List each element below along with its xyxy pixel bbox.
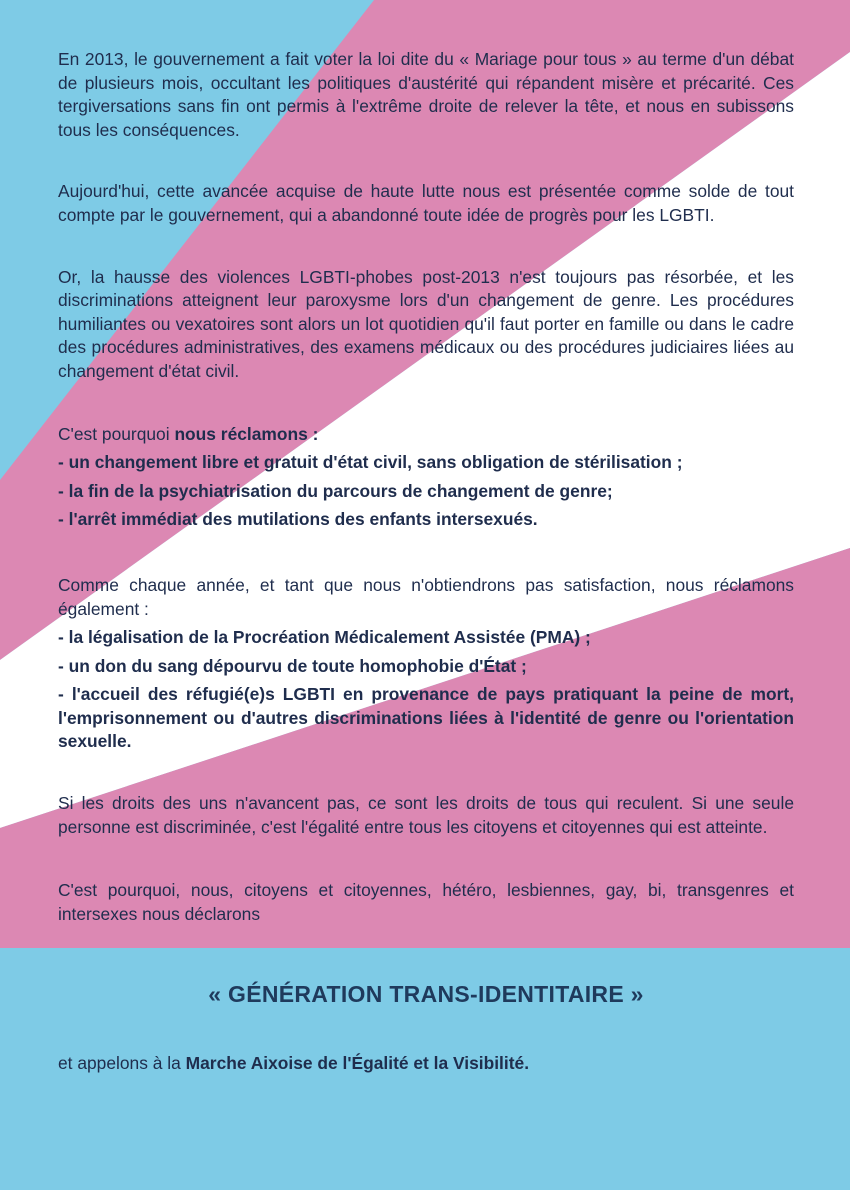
paragraph-droits: Si les droits des uns n'avancent pas, ce sont les droits de tous qui reculent. Si une seule personne est discriminée, c'est l'égalité entre tous les citoyens et citoyennes qui est atteinte. (58, 793, 794, 837)
claim-item: - l'arrêt immédiat des mutilations des enfants intersexués. (58, 509, 538, 530)
claims-list (58, 451, 794, 532)
text-content (58, 48, 794, 1076)
paragraph-chaque-annee: Comme chaque année, et tant que nous n'obtiendrons pas satisfaction, nous réclamons également : (58, 574, 794, 619)
paragraph-mariage: En 2013, le gouvernement a fait voter la loi dite du « Mariage pour tous » au terme d'un débat de plusieurs mois, occultant les politiques d'austérité qui répandent misère et précarité. Ces tergiversations sans fin ont permis à l'extrême droite de relever la tête, et nous en subissons tous les conséquences. (58, 49, 794, 140)
claims-intro-prefix: C'est pourquoi (58, 423, 175, 444)
closing-bold: Marche Aixoise de l'Égalité et la Visibilité. (185, 1053, 530, 1074)
claim-item: - l'accueil des réfugié(e)s LGBTI en provenance de pays pratiquant la peine de mort, l'emprisonnement ou d'autres discriminations liées à l'identité de genre ou l'orientation sexuelle. (58, 684, 794, 752)
paragraph-declaration: C'est pourquoi, nous, citoyens et citoyennes, hétéro, lesbiennes, gay, bi, transgenres et intersexes nous déclarons (58, 880, 794, 924)
claim-item: - un changement libre et gratuit d'état civil, sans obligation de stérilisation ; (58, 452, 683, 473)
claim-item: - la fin de la psychiatrisation du parcours de changement de genre; (58, 480, 613, 501)
headline: « GÉNÉRATION TRANS-IDENTITAIRE » (208, 981, 644, 1008)
claim-item: - un don du sang dépourvu de toute homophobie d'État ; (58, 655, 527, 676)
closing-line (58, 1052, 794, 1076)
claim-item: - la légalisation de la Procréation Médicalement Assistée (PMA) ; (58, 627, 591, 648)
paragraph-violences: Or, la hausse des violences LGBTI-phobes post-2013 n'est toujours pas résorbée, et les discriminations atteignent leur paroxysme lors d'un changement de genre. Les procédures humiliantes ou vexatoires sont alors un lot quotidien qu'il faut porter en famille ou dans le cadre des procédures administratives, des examens médicaux ou des procédures judiciaires liées au changement d'état civil. (58, 266, 794, 381)
claims-list-2 (58, 626, 794, 754)
claims-intro (58, 423, 794, 447)
paragraph-aujourdhui: Aujourd'hui, cette avancée acquise de haute lutte nous est présentée comme solde de tout compte par le gouvernement, qui a abandonné toute idée de progrès pour les LGBTI. (58, 181, 794, 225)
closing-prefix: et appelons à la (58, 1053, 186, 1074)
claims-intro-bold: nous réclamons : (174, 423, 319, 444)
